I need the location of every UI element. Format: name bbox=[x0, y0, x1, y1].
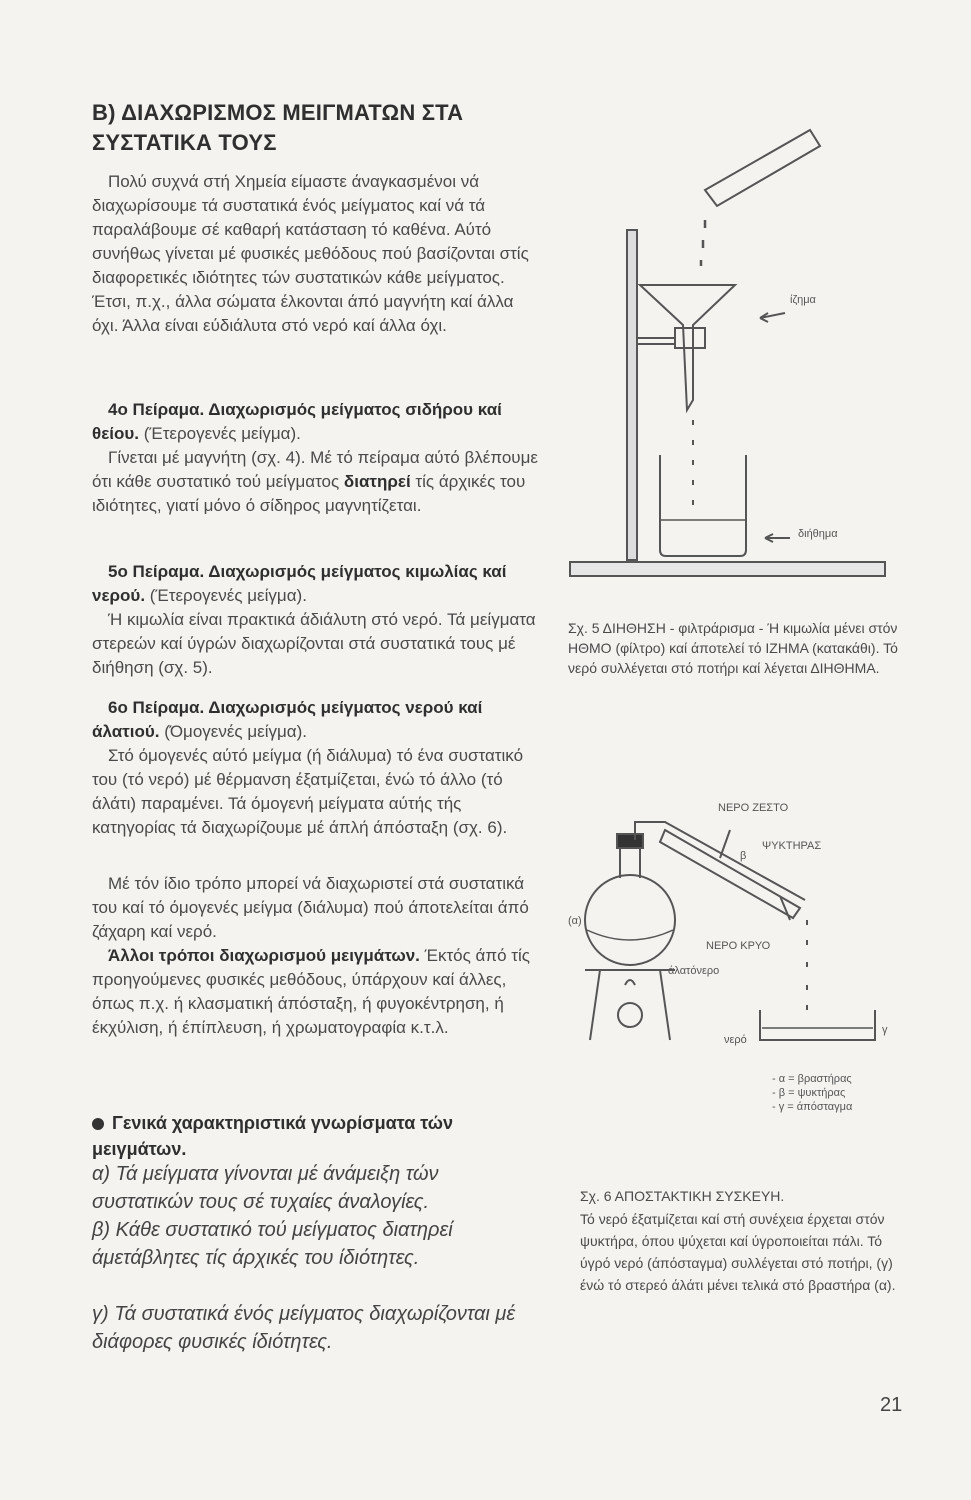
label-alpha: (α) bbox=[568, 915, 582, 927]
other-text: Έκτός άπό τίς προηγούμενες φυσικές μεθόδους, ύπάρχουν καί άλλες, όπως π.χ. ή κλασματική άπόσταξη, ή φυγοκέντρηση, ή έκχύλιση, ή έπίπλευση, ή χρωματογραφία κ.τ.λ. bbox=[92, 946, 530, 1037]
fig6-legend bbox=[772, 1072, 852, 1114]
pouring-drops bbox=[701, 220, 705, 266]
experiment-5 bbox=[92, 560, 538, 608]
label-beta: β bbox=[740, 850, 747, 862]
bullet-icon bbox=[92, 1118, 104, 1130]
general-heading bbox=[92, 1110, 538, 1162]
collection-dish bbox=[760, 1010, 875, 1040]
burner bbox=[618, 1003, 642, 1027]
other-methods bbox=[92, 944, 538, 1040]
beaker bbox=[660, 455, 746, 556]
exp4-text-bold: διατηρεί bbox=[343, 472, 411, 491]
general-b: β) Κάθε συστατικό τού μείγματος διατηρεί άμετάβλητες τίς άρχικές του ίδιότητες. bbox=[92, 1219, 453, 1269]
exp4-text-b: τίς άρχικές του ιδιότητες, γιατί μόνο ό σίδηρος μαγνητίζεται. bbox=[92, 472, 526, 515]
exp6-text-1: Στό όμογενές αύτό μείγμα (ή διάλυμα) τό ένα συστατικό του (τό νερό) μέ θέρμανση έξατμίζεται, ένώ τό άλλο (τό άλάτι) παραμένει. Τά όμογενή μείγματα αύτής τής κατηγορίας τά διαχωρίζουμε μέ άπλή άπόσταξη (σχ. 6). bbox=[92, 746, 524, 837]
exp5-title: 5ο Πείραμα. Διαχωρισμός μείγματος κιμωλίας καί νερού. bbox=[92, 562, 507, 605]
residue-arrow bbox=[760, 313, 785, 322]
filtrate-arrow bbox=[765, 534, 790, 542]
label-cold-water: ΝΕΡΟ ΚΡΥΟ bbox=[706, 940, 771, 952]
stopper bbox=[617, 834, 643, 848]
label-water: νερό bbox=[724, 1034, 747, 1046]
experiment-4 bbox=[92, 398, 538, 446]
exp5-type: (Έτερογενές μείγμα). bbox=[145, 586, 307, 605]
label-hot-water: ΝΕΡΟ ΖΕΣΤΟ bbox=[718, 802, 789, 814]
exp6-type: (Όμογενές μείγμα). bbox=[159, 722, 307, 741]
exp5-text: Ή κιμωλία είναι πρακτικά άδιάλυτη στό νερό. Τά μείγματα στερεών καί ύγρών διαχωρίζονται στά συστατικά τους μέ διήθηση (σχ. 5). bbox=[92, 610, 536, 677]
clamp bbox=[637, 338, 675, 344]
general-c: γ) Τά συστατικά ένός μείγματος διαχωρίζονται μέ διάφορες φυσικές ίδιότητες. bbox=[92, 1303, 516, 1353]
fig5-caption: Σχ. 5 ΔΙΗΘΗΣΗ - φιλτράρισμα - Ή κιμωλία μένει στόν ΗΘΜΟ (φίλτρο) καί άποτελεί τό ΙΖΗΜΑ (κατακάθι). Τό νερό συλλέγεται στό ποτήρι καί λέγεται ΔΙΗΘΗΜΑ. bbox=[568, 620, 898, 676]
exp4-text-a: Γίνεται μέ μαγνήτη (σχ. 4). Μέ τό πείραμα αύτό βλέπουμε ότι κάθε συστατικό τού μείγματος bbox=[92, 448, 538, 491]
label-condenser: ΨΥΚΤΗΡΑΣ bbox=[762, 840, 822, 852]
general-title: Γενικά χαρακτηριστικά γνωρίσματα τών μειγμάτων. bbox=[92, 1113, 454, 1159]
page-number: 21 bbox=[880, 1394, 903, 1416]
legend-gamma: - γ = άπόσταγμα bbox=[772, 1101, 853, 1113]
general-a: α) Τά μείγματα γίνονται μέ άνάμειξη τών συστατικών τους σέ τυχαίες άναλογίες. bbox=[92, 1163, 439, 1213]
stand-rod bbox=[627, 230, 637, 560]
exp4-text bbox=[92, 446, 538, 518]
exp6-title: 6ο Πείραμα. Διαχωρισμός μείγματος νερού καί άλατιού. bbox=[92, 698, 483, 741]
stand-base bbox=[570, 562, 885, 576]
exp4-title: 4ο Πείραμα. Διαχωρισμός μείγματος σιδήρου καί θείου. bbox=[92, 400, 502, 443]
label-salt-water: άλατόνερο bbox=[668, 965, 720, 977]
fig6-caption: Τό νερό έξατμίζεται καί στή συνέχεια έρχεται στόν ψυκτήρα, όπου ψύχεται καί ύγροποιείται πάλι. Τό ύγρό νερό (άπόσταγμα) συλλέγεται στό ποτήρι, (γ) ένώ τό στερεό άλάτι μένει τελικά στό βραστήρα (α). bbox=[580, 1211, 896, 1293]
section-heading: Β) ΔΙΑΧΩΡΙΣΜΟΣ ΜΕΙΓΜΑΤΩΝ ΣΤΑ ΣΥΣΤΑΤΙΚΑ ΤΟΥΣ bbox=[92, 100, 464, 155]
distillation-figure bbox=[565, 800, 895, 1070]
label-residue: ίζημα bbox=[790, 294, 816, 306]
test-tube bbox=[705, 130, 820, 206]
filtration-figure bbox=[565, 110, 895, 590]
fig6-caption-title: Σχ. 6 ΑΠΟΣΤΑΚΤΙΚΗ ΣΥΣΚΕΥΗ. bbox=[580, 1188, 785, 1204]
legend-alpha: - α = βραστήρας bbox=[772, 1073, 852, 1085]
intro-paragraph: Πολύ συχνά στή Χημεία είμαστε άναγκασμένοι νά διαχωρίσουμε τά συστατικά ένός μείγματος καί νά τά παραλάβουμε σέ καθαρή κατάσταση τό καθένα. Αύτό συνήθως γίνεται μέ φυσικές μεθόδους πού βασίζονται στίς διαφορετικές ιδιότητες τών συστατικών κάθε μείγματος. Έτσι, π.χ., άλλα σώματα έλκονται άπό μαγνήτη καί άλλα όχι. Άλλα είναι εύδιάλυτα στό νερό καί άλλα όχι. bbox=[92, 172, 529, 335]
exp6-text-2: Μέ τόν ίδιο τρόπο μπορεί νά διαχωριστεί στά συστατικά του καί τό όμογενές μείγμα (διάλυμα) πού άποτελείται άπό ζάχαρη καί νερό. bbox=[92, 874, 529, 941]
legend-beta: - β = ψυκτήρας bbox=[772, 1087, 846, 1099]
experiment-6 bbox=[92, 696, 538, 744]
exp4-type: (Έτερογενές μείγμα). bbox=[138, 424, 301, 443]
boiling-flask bbox=[585, 875, 675, 965]
other-title: Άλλοι τρόποι διαχωρισμού μειγμάτων. bbox=[108, 946, 420, 965]
label-filtrate: διήθημα bbox=[798, 528, 838, 540]
label-gamma: γ bbox=[882, 1024, 888, 1036]
